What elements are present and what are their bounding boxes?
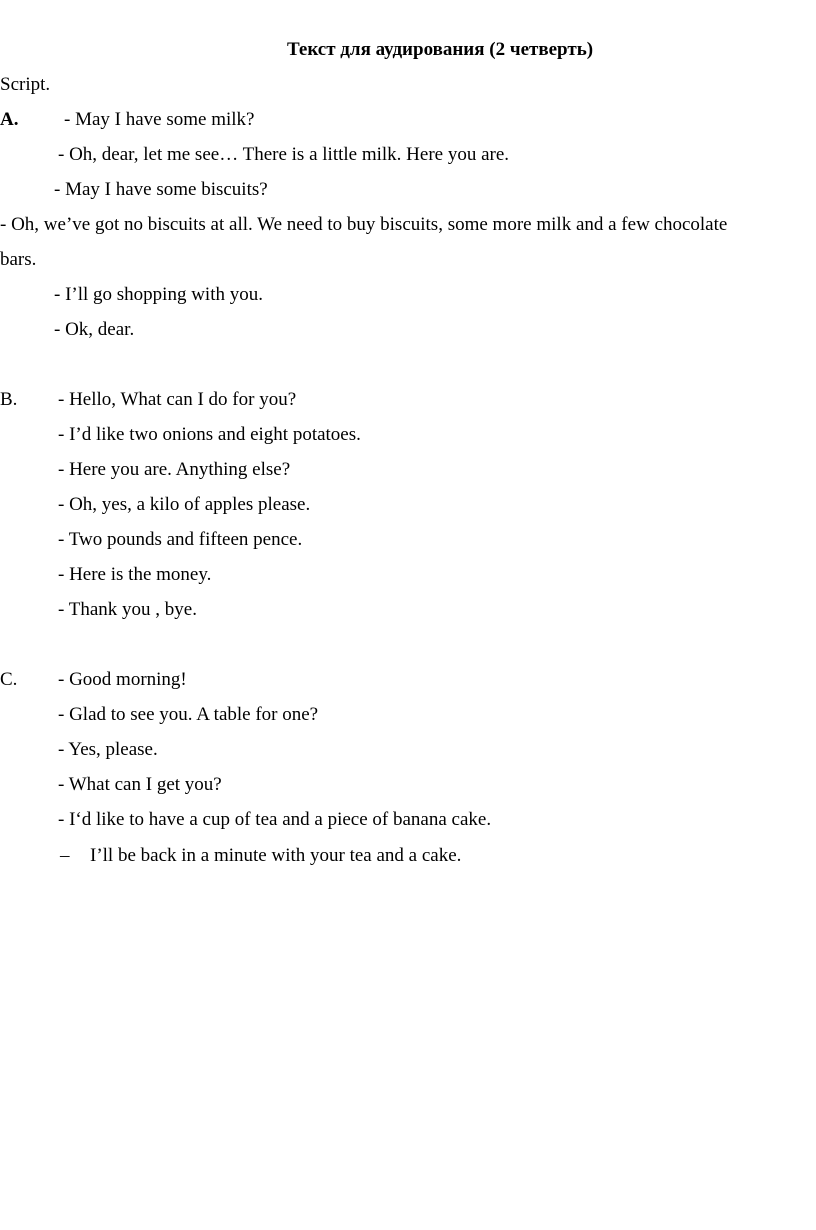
script-label: Script.	[0, 74, 51, 95]
dialogue-line: - Here you are. Anything else?	[58, 459, 291, 480]
dialogue-line: - Good morning!	[58, 669, 187, 690]
dialogue-line: - Thank you , bye.	[58, 599, 197, 620]
dialogue-line: - What can I get you?	[58, 774, 222, 795]
dialogue-line: bars.	[0, 249, 37, 270]
dialogue-line: - I’d like two onions and eight potatoes.	[58, 424, 361, 445]
list-bullet: –	[60, 845, 70, 866]
dialogue-line: - Yes, please.	[58, 739, 158, 760]
dialogue-line: - I’ll go shopping with you.	[54, 284, 263, 305]
dialogue-line: - May I have some biscuits?	[54, 179, 268, 200]
dialogue-line: - Two pounds and fifteen pence.	[58, 529, 303, 550]
section-b-letter: B.	[0, 389, 18, 410]
section-a-letter: A.	[0, 109, 19, 130]
page-title: Текст для аудирования (2 четверть)	[286, 39, 594, 60]
dialogue-line: I’ll be back in a minute with your tea and a cake.	[90, 845, 462, 866]
section-c-letter: C.	[0, 669, 18, 690]
dialogue-line: - Glad to see you. A table for one?	[58, 704, 319, 725]
dialogue-line: - Here is the money.	[58, 564, 212, 585]
dialogue-line: - Ok, dear.	[54, 319, 135, 340]
dialogue-line: - Oh, we’ve got no biscuits at all. We need to buy biscuits, some more milk and a few chocolate	[0, 214, 728, 235]
dialogue-line: - Oh, dear, let me see… There is a little milk. Here you are.	[58, 144, 510, 165]
dialogue-line: - I‘d like to have a cup of tea and a piece of banana cake.	[58, 809, 492, 830]
dialogue-line: - Hello, What can I do for you?	[58, 389, 297, 410]
dialogue-line: - May I have some milk?	[64, 109, 255, 130]
dialogue-line: - Oh, yes, a kilo of apples please.	[58, 494, 311, 515]
